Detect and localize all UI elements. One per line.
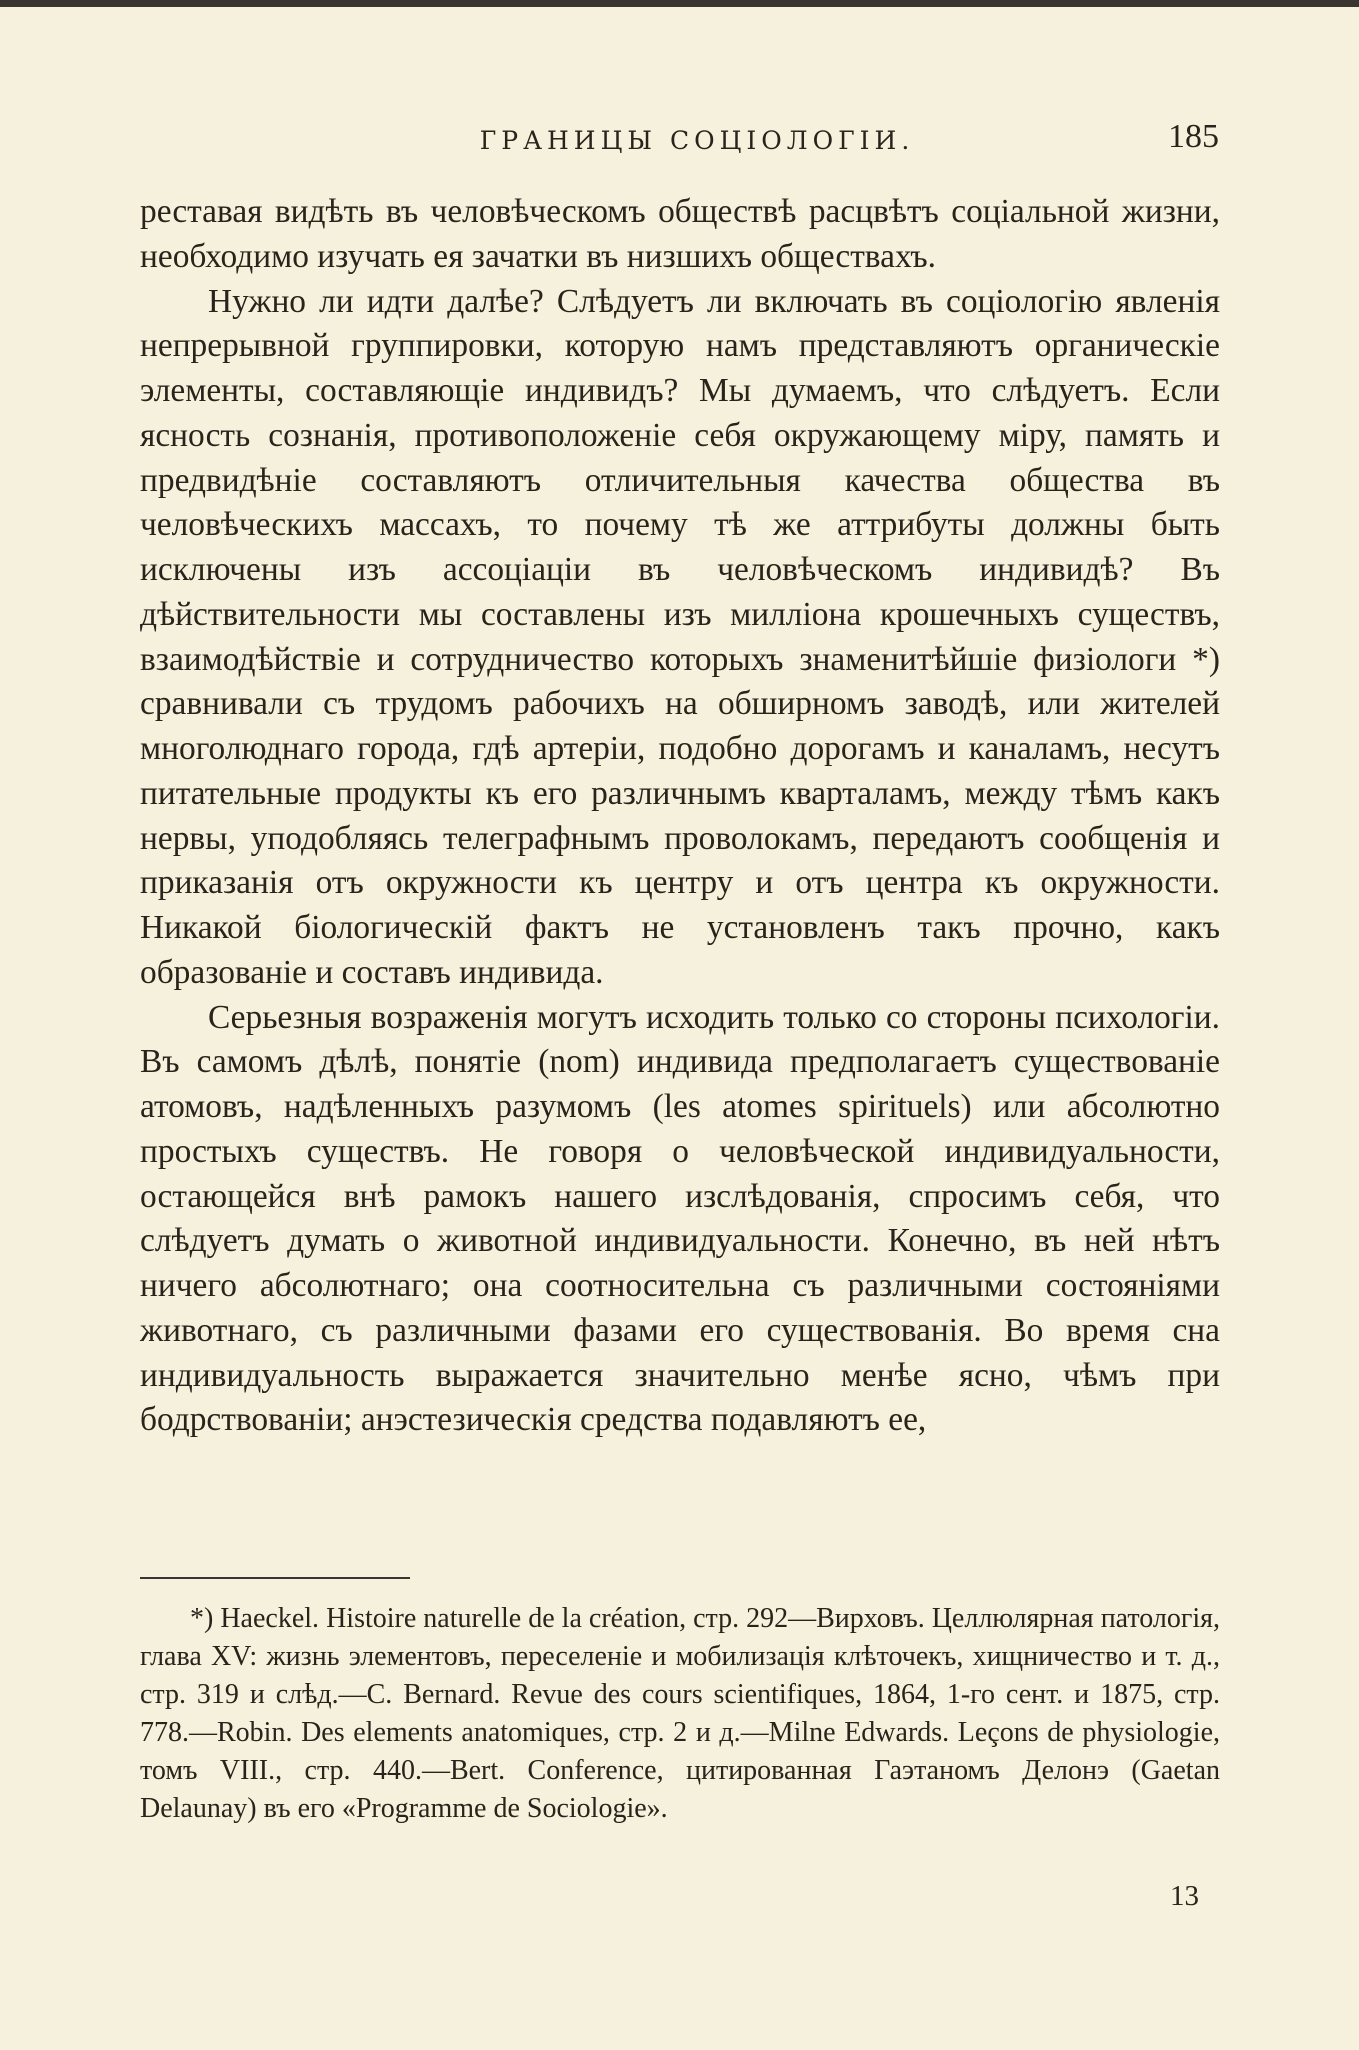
paragraph: Нужно ли идти далѣе? Слѣдуетъ ли включать въ соціологію явленія непрерывной группировки, которую намъ представляютъ органическіе элементы, составляющіе индивидъ? Мы думаемъ, что слѣдуетъ. Если ясность сознанія, противоположеніе себя окружающему міру, память и предвидѣніе составляютъ отличительныя качества общества въ человѣческихъ массахъ, то почему тѣ же аттрибуты должны быть исключены изъ ассоціаціи въ человѣческомъ индивидѣ? Въ дѣйствительности мы составлены изъ милліона крошечныхъ существъ, взаимодѣйствіе и сотрудничество которыхъ знаменитѣйшіе физіологи *) сравнивали съ трудомъ рабочихъ на обширномъ заводѣ, или жителей многолюднаго города, гдѣ артеріи, подобно дорогамъ и каналамъ, несутъ питательные продукты къ его различнымъ кварталамъ, между тѣмъ какъ нервы, уподобляясь телеграфнымъ проволокамъ, передаютъ сообщенія и приказанія отъ окружности къ центру и отъ центра къ окружности. Никакой біологическій фактъ не установленъ такъ прочно, какъ образованіе и составъ индивида.	[140, 282, 1220, 991]
page-number: 185	[1168, 118, 1219, 155]
footnote-divider	[140, 1577, 410, 1579]
running-head	[175, 118, 1219, 168]
body-text	[140, 190, 1220, 1443]
footnote: *) Haeckel. Histoire naturelle de la création, стр. 292—Вирховъ. Целлюлярная патологія, глава XV: жизнь элементовъ, переселеніе и мобилизація клѣточекъ, хищничество и т. д., стр. 319 и слѣд.—C. Bernard. Revue des cours scientifiques, 1864, 1-го сент. и 1875, стр. 778.—Robin. Des elements anatomiques, стр. 2 и д.—Milne Edwards. Leçons de physiologie, томъ VIII., стр. 440.—Bert. Conference, цитированная Гаэтаномъ Делонэ (Gaetan Delaunay) въ его «Programme de Sociologie».	[140, 1603, 1220, 1825]
top-border	[0, 0, 1359, 7]
running-title: ГРАНИЦЫ СОЦІОЛОГІИ.	[479, 126, 915, 155]
paragraph: Серьезныя возраженія могутъ исходить только со стороны психологіи. Въ самомъ дѣлѣ, понятіе (nom) индивида предполагаетъ существованіе атомовъ, надѣленныхъ разумомъ (les atomes spirituels) или абсолютно простыхъ существъ. Не говоря о человѣческой индивидуальности, остающейся внѣ рамокъ нашего изслѣдованія, спросимъ себя, что слѣдуетъ думать о животной индивидуальности. Конечно, въ ней нѣтъ ничего абсолютнаго; она соотносительна съ различными состояніями животнаго, съ различными фазами его существованія. Во время сна индивидуальность выражается значительно менѣе ясно, чѣмъ при бодрствованіи; анэстезическія средства подавляютъ ее,	[140, 998, 1220, 1439]
paragraph-continuation: реставая видѣть въ человѣческомъ обществѣ расцвѣтъ соціальной жизни, необходимо изучать ея зачатки въ низшихъ обществахъ.	[140, 193, 1220, 275]
signature-number: 13	[1170, 1880, 1199, 1912]
